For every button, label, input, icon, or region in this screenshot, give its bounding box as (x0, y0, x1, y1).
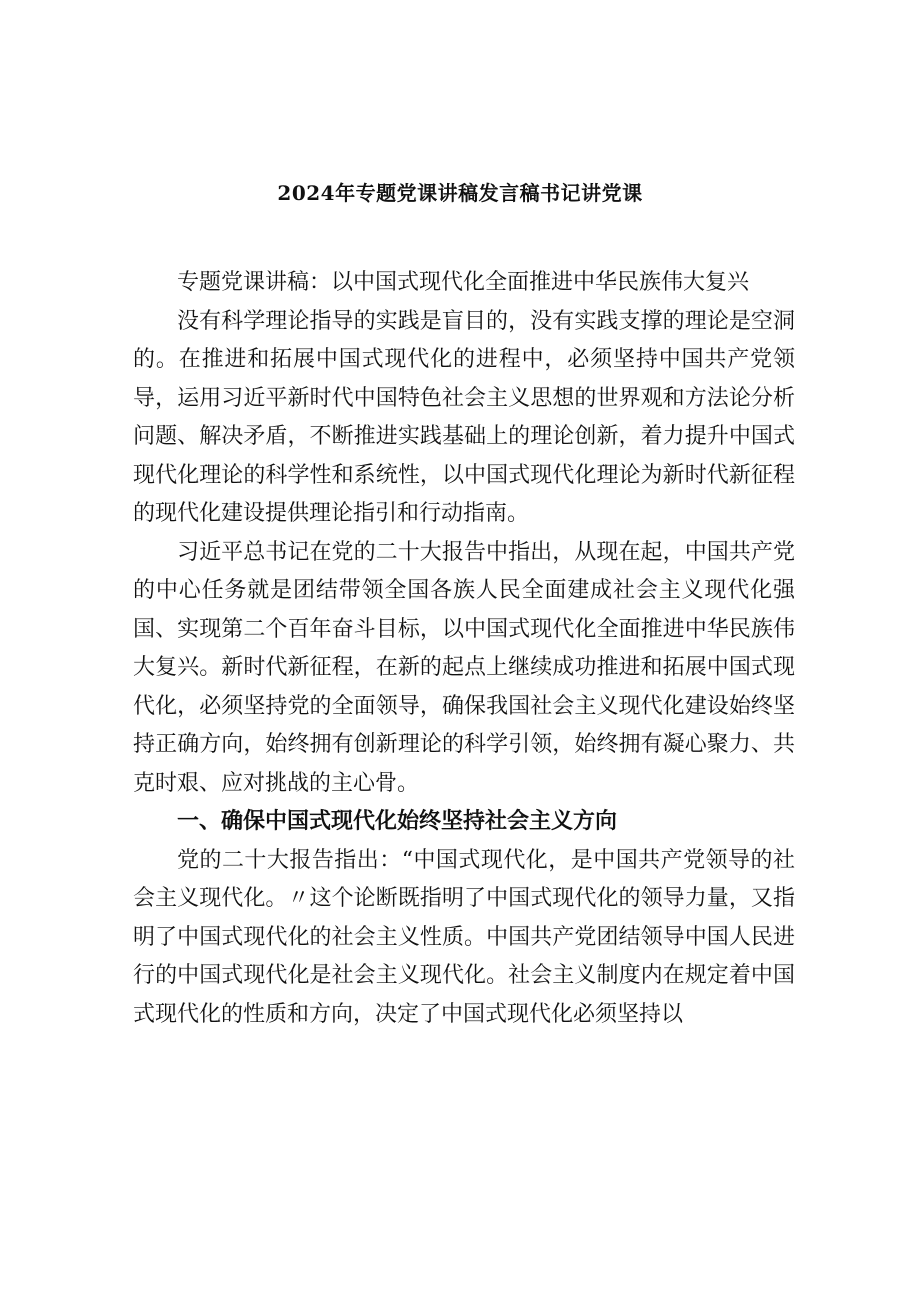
document-body (133, 264, 795, 1034)
body-paragraph-1: 没有科学理论指导的实践是盲目的，没有实践支撑的理论是空洞的。在推进和拓展中国式现代化的进程中，必须坚持中国共产党领导，运用习近平新时代中国特色社会主义思想的世界观和方法论分析问题、解决矛盾，不断推进实践基础上的理论创新，着力提升中国式现代化理论的科学性和系统性，以中国式现代化理论为新时代新征程的现代化建设提供理论指引和行动指南。 (133, 308, 795, 526)
subtitle-paragraph: 专题党课讲稿：以中国式现代化全面推进中华民族伟大复兴 (177, 270, 750, 295)
section-heading-1: 一、确保中国式现代化始终坚持社会主义方向 (177, 809, 618, 834)
body-paragraph-2: 习近平总书记在党的二十大报告中指出，从现在起，中国共产党的中心任务就是团结带领全国各族人民全面建成社会主义现代化强国、实现第二个百年奋斗目标，以中国式现代化全面推进中华民族伟大复兴。新时代新征程，在新的起点上继续成功推进和拓展中国式现代化，必须坚持党的全面领导，确保我国社会主义现代化建设始终坚持正确方向，始终拥有创新理论的科学引领，始终拥有凝心聚力、共克时艰、应对挑战的主心骨。 (133, 539, 795, 796)
document-title: 2024年专题党课讲稿发言稿书记讲党课 (277, 181, 643, 205)
section-1-paragraph: 党的二十大报告指出：“中国式现代化，是中国共产党领导的社会主义现代化。〃这个论断既指明了中国式现代化的领导力量，又指明了中国式现代化的社会主义性质。中国共产党团结领导中国人民进行的中国式现代化是社会主义现代化。社会主义制度内在规定着中国式现代化的性质和方向，决定了中国式现代化必须坚持以 (133, 847, 795, 1027)
